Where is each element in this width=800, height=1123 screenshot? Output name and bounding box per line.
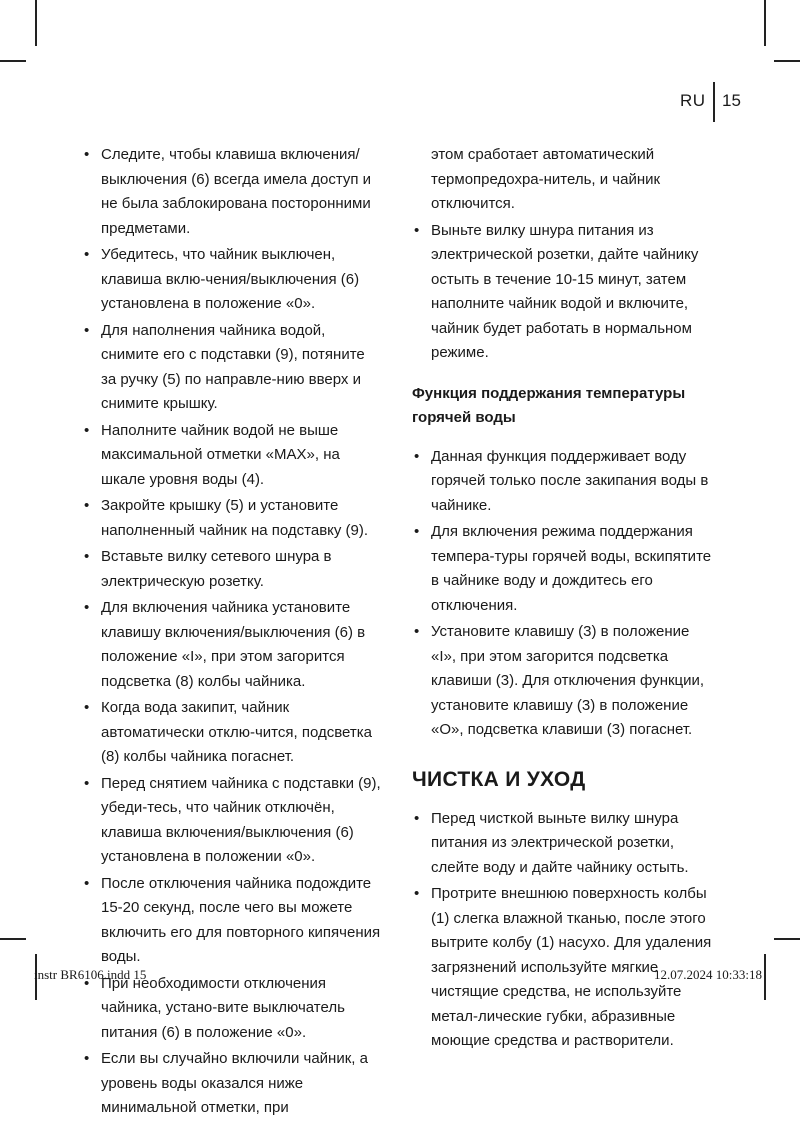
continued-text: этом сработает автоматический термопредохра-нитель, и чайник отключится. — [431, 146, 661, 212]
list-item: • Выньте вилку шнура питания из электрической розетки, дайте чайнику остыть в течение 10-15 минут, затем наполните чайник водой и включите, чайник будет работать в нормальном режиме. — [412, 219, 717, 366]
list-item: • При необходимости отключения чайника, устано-вите выключатель питания (6) в положение «0». — [82, 972, 382, 1046]
keep-warm-list — [412, 445, 717, 743]
right-column — [412, 143, 717, 1056]
page-header — [680, 82, 760, 122]
footer-timestamp: 12.07.2024 10:33:18 — [654, 967, 762, 982]
crop-mark — [774, 60, 800, 62]
crop-mark — [0, 60, 26, 62]
list-item: • Вставьте вилку сетевого шнура в электрическую розетку. — [82, 545, 382, 594]
crop-mark — [774, 938, 800, 940]
list-item: • Протрите внешнюю поверхность колбы (1) слегка влажной тканью, после этого вытрите колбу (1) насухо. Для удаления загрязнений используйте мягкие чистящие средства, не используйте метал-лические губки, абразивные моющие средства и растворители. — [412, 882, 717, 1054]
section-title-cleaning: ЧИСТКА И УХОД — [412, 767, 586, 791]
cleaning-list — [412, 807, 717, 1054]
list-item: • Данная функция поддерживает воду горячей только после закипания воды в чайнике. — [412, 445, 717, 519]
crop-mark — [0, 938, 26, 940]
list-item: • Перед чисткой выньте вилку шнура питания из электрической розетки, слейте воду и дайте чайнику остыть. — [412, 807, 717, 881]
subheading-keep-warm: Функция поддержания температуры горячей воды — [412, 384, 686, 426]
footer-file-name: instr BR6106.indd 15 — [34, 967, 147, 982]
crop-mark — [764, 0, 766, 46]
list-item: • Для наполнения чайника водой, снимите его с подставки (9), потяните за ручку (5) по направле-нию вверх и снимите крышку. — [82, 319, 382, 417]
list-item: • Установите клавишу (3) в положение «I», при этом загорится подсветка клавиши (3). Для отключения функции, установите клавишу (3) в положение «О», подсветка клавиши (3) погаснет. — [412, 620, 717, 743]
list-item: • Убедитесь, что чайник выключен, клавиша вклю-чения/выключения (6) установлена в положение «0». — [82, 243, 382, 317]
list-item: • Закройте крышку (5) и установите наполненный чайник на подставку (9). — [82, 494, 382, 543]
crop-mark — [35, 0, 37, 46]
list-item: • После отключения чайника подождите 15-20 секунд, после чего вы можете включить его для повторного кипячения воды. — [82, 872, 382, 970]
list-item: • Перед снятием чайника с подставки (9), убеди-тесь, что чайник отключён, клавиша включения/выключения (6) установлена в положении «0». — [82, 772, 382, 870]
crop-mark — [764, 954, 766, 1000]
list-item: • Для включения режима поддержания темпера-туры горячей воды, вскипятите в чайнике воду и дождитесь его отключения. — [412, 520, 717, 618]
list-item: • Следите, чтобы клавиша включения/выключения (6) всегда имела доступ и не была заблокирована посторонними предметами. — [82, 143, 382, 241]
instruction-list — [412, 219, 717, 366]
page-number: 15 — [722, 91, 741, 110]
list-item: • Если вы случайно включили чайник, а уровень воды оказался ниже минимальной отметки, при — [82, 1047, 382, 1121]
list-item: • Когда вода закипит, чайник автоматически отклю-чится, подсветка (8) колбы чайника погаснет. — [82, 696, 382, 770]
list-item: • Наполните чайник водой не выше максимальной отметки «MAX», на шкале уровня воды (4). — [82, 419, 382, 493]
list-item: • Для включения чайника установите клавишу включения/выключения (6) в положение «I», при этом загорится подсветка (8) колбы чайника. — [82, 596, 382, 694]
language-label: RU — [680, 91, 706, 110]
header-divider — [713, 82, 715, 122]
